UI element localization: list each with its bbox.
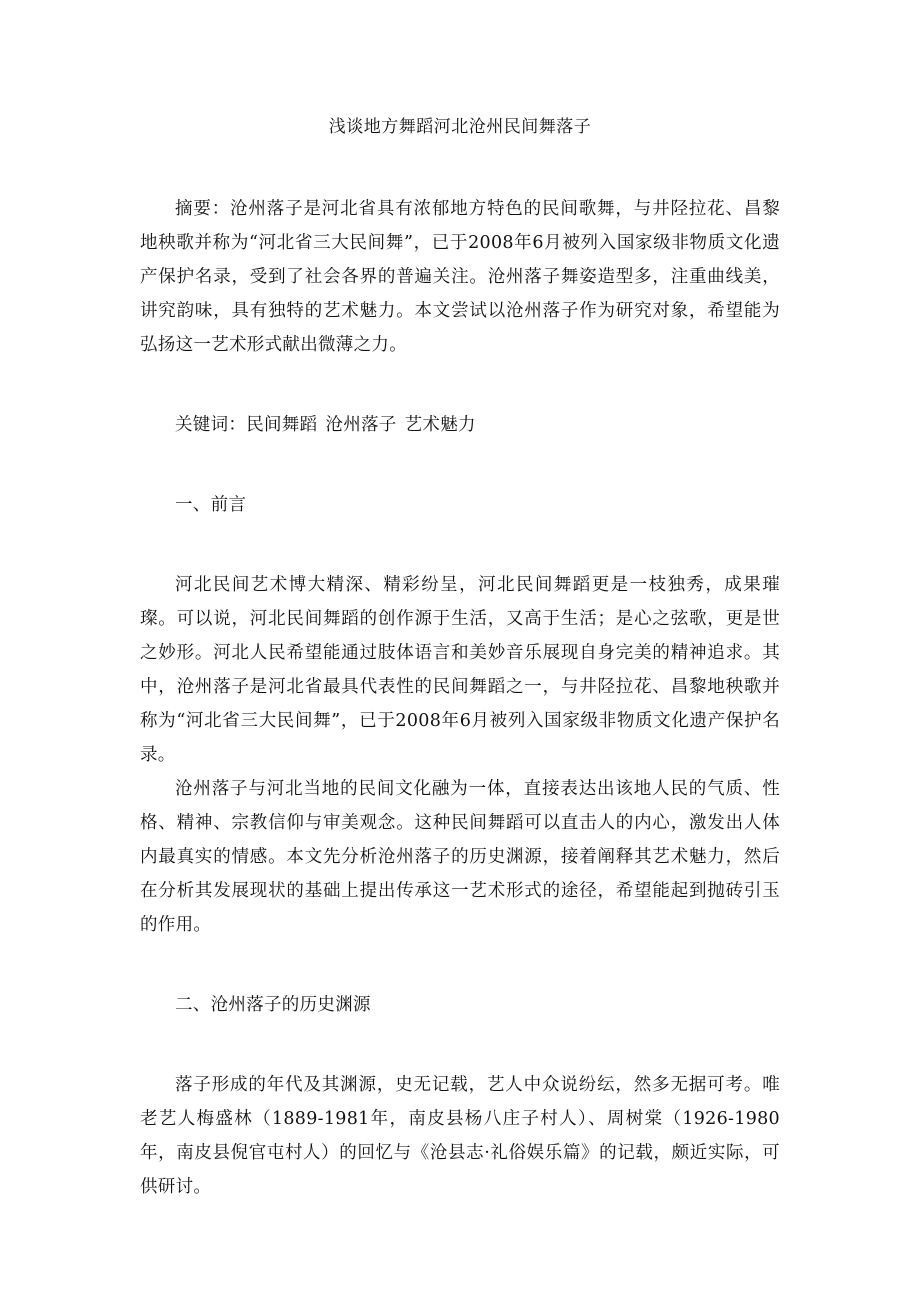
keywords-line	[140, 408, 780, 442]
document-title: 浅谈地方舞蹈河北沧州民间舞落子	[328, 117, 592, 137]
document-page	[140, 112, 780, 1204]
abstract-paragraph: 摘要：沧州落子是河北省具有浓郁地方特色的民间歌舞，与井陉拉花、昌黎地秧歌并称为“河北省三大民间舞”，已于2008年6月被列入国家级非物质文化遗产保护名录，受到了社会各界的普遍关注。沧州落子舞姿造型多，注重曲线美，讲究韵味，具有独特的艺术魅力。本文尝试以沧州落子作为研究对象，希望能为弘扬这一艺术形式献出微薄之力。	[140, 199, 780, 355]
keyword-item: 沧州落子	[325, 415, 397, 435]
body-paragraph: 落子形成的年代及其渊源，史无记载，艺人中众说纷纭，然多无据可考。唯老艺人梅盛林（1889-1981年，南皮县杨八庄子村人）、周树棠（1926-1980年，南皮县倪官屯村人）的回忆与《沧县志·礼俗娱乐篇》的记载，颇近实际，可供研讨。	[140, 1075, 780, 1197]
section-heading-history: 二、沧州落子的历史渊源	[175, 995, 371, 1015]
keywords-label: 关键词：	[175, 415, 247, 435]
body-paragraph: 沧州落子与河北当地的民间文化融为一体，直接表达出该地人民的气质、性格、精神、宗教信仰与审美观念。这种民间舞蹈可以直击人的内心，激发出人体内最真实的情感。本文先分析沧州落子的历史渊源，接着阐释其艺术魅力，然后在分析其发展现状的基础上提出传承这一艺术形式的途径，希望能起到抛砖引玉的作用。	[140, 779, 780, 935]
keyword-item: 民间舞蹈	[246, 415, 318, 435]
keyword-item: 艺术魅力	[404, 415, 476, 435]
body-paragraph: 河北民间艺术博大精深、精彩纷呈，河北民间舞蹈更是一枝独秀，成果璀璨。可以说，河北民间舞蹈的创作源于生活，又高于生活；是心之弦歌，更是世之妙形。河北人民希望能通过肢体语言和美妙音乐展现自身完美的精神追求。其中，沧州落子是河北省最具代表性的民间舞蹈之一，与井陉拉花、昌黎地秧歌并称为“河北省三大民间舞”，已于2008年6月被列入国家级非物质文化遗产保护名录。	[140, 575, 780, 765]
section-heading-preface: 一、前言	[175, 495, 247, 515]
